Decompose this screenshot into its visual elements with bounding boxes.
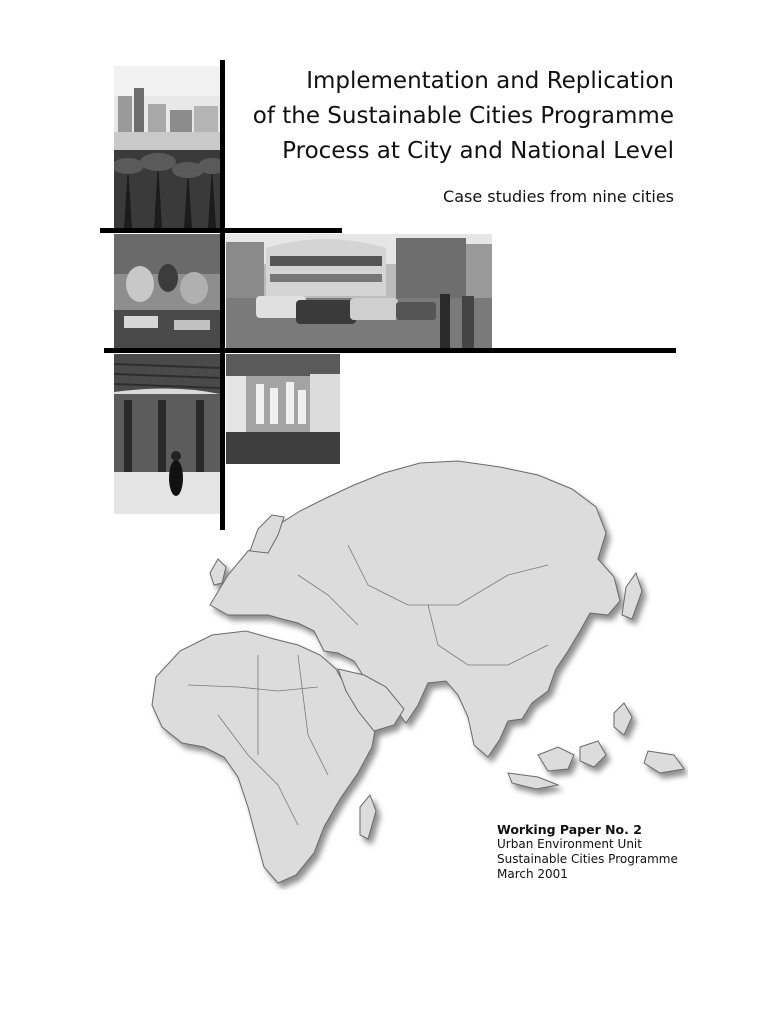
horizontal-divider-upper — [100, 228, 342, 233]
title-block — [234, 64, 674, 207]
subtitle: Case studies from nine cities — [443, 187, 674, 206]
publication-info — [497, 822, 697, 882]
title-line-1: Implementation and Replication — [306, 68, 674, 94]
publication-date: March 2001 — [497, 867, 568, 881]
title-line-2: of the Sustainable Cities Programme — [252, 103, 674, 129]
city-skyline-photo — [114, 66, 220, 228]
construction-site-photo — [226, 354, 340, 464]
horizontal-divider-lower — [104, 348, 676, 353]
street-traffic-photo — [226, 234, 492, 348]
working-paper-number: Working Paper No. 2 — [497, 822, 642, 837]
title-line-3: Process at City and National Level — [282, 138, 674, 164]
unit-name: Urban Environment Unit — [497, 837, 642, 851]
programme-name: Sustainable Cities Programme — [497, 852, 678, 866]
market-photo — [114, 234, 220, 348]
